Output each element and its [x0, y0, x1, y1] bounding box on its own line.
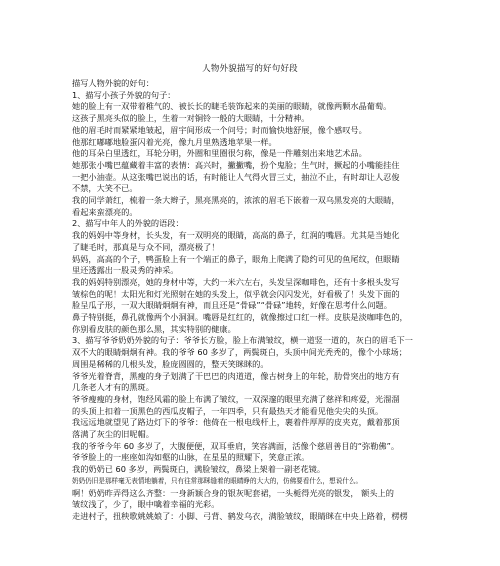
- text-line: 爷爷瘦瘦的身材，饱经风霜的脸上布满了皱纹，一双深邃的眼里充满了慈祥和疼爱，光溜溜: [72, 393, 400, 404]
- text-line: 1、描写小孩子外貌的句子：: [72, 89, 176, 100]
- text-line: 她的脸上有一双带着稚气的、被长长的睫毛装饰起来的美丽的眼睛，就像两颗水晶葡萄。: [72, 101, 392, 112]
- text-line: 一把小油壶。从这张嘴巴说出的话，有时能让人气得火冒三丈，抽泣不止，有时却让人忍俊: [72, 171, 400, 182]
- text-line: 奶奶仍旧是那样毫无表情地躺着，只有往常那眯缝着的眼睛睁的大大的，仿佛要看什么，想说什么。: [72, 476, 363, 485]
- text-line: 我的爷爷今年 60 多岁了，大腹便便，双耳垂肩，笑容满面，活像个慈眉善目的“弥勒佛”。: [72, 440, 400, 451]
- text-line: 的头顶上扣着一顶黑色的西瓜皮帽子，一年四季，只有最热天才能看见他尖尖的头顶。: [72, 405, 384, 416]
- text-line: 走进村子，扭秧歌姚姚娘了：小脚、弓背、鹤发乌衣，满脸皱纹，眼睛眯在中央上路着，楞楞: [72, 510, 408, 521]
- document-title: 人物外貌描写的好句好段: [202, 64, 298, 74]
- text-line: 鼻子特别挺，鼻孔就像两个小洞洞。嘴唇是红红的，就像擦过口红一样。皮肤是淡咖啡色的，: [72, 312, 408, 322]
- text-line: 我的妈妈中等身材，长头发，有一双明亮的眼睛，高高的鼻子，红润的嘴唇。尤其是当她化: [72, 230, 400, 241]
- text-line: 我的妈妈特别漂亮，她的身材中等，大约一米六左右，头发呈深咖啡色，还有十多根头发写: [72, 276, 400, 287]
- text-line: 描写人物外貌的好句：: [72, 78, 154, 88]
- text-line: 几条老人才有的黑斑。: [72, 382, 154, 393]
- text-line: 皱棕色的呢！太阳光和灯光照射在她的头发上，似乎就会闪闪发光，好看极了！头发下面的: [72, 288, 400, 299]
- text-line: 3、描写爷爷奶奶外貌的句子：爷爷长方脸，脸上布满皱纹，横一道竖一道的，灰白的眉毛下一: [72, 335, 413, 346]
- text-line: 我的同学萧红，梳着一条大辫子，黑亮黑亮的，浓浓的眉毛下嵌着一双乌黑发亮的大眼睛，: [72, 195, 400, 205]
- text-line: 里还透露出一股灵秀的神采。: [72, 265, 179, 276]
- text-line: 2、描写中年人的外貌的语段：: [72, 218, 184, 229]
- text-line: 双不大的眼睛炯炯有神。我的爷爷 60 多岁了，两鬓斑白，头顶中间光秃秃的，像个小球场；: [72, 347, 407, 358]
- text-line: 我的奶奶已 60 多岁，两鬓斑白，满脸皱纹，鼻梁上架着一副老花镜。: [72, 464, 326, 475]
- text-line: 落满了灰尘的旧呢帽。: [72, 429, 154, 439]
- text-line: 周围是稀稀的几根头发，脸庞圆圆的，整天笑眯眯的。: [72, 358, 269, 369]
- text-line: 他的眉毛时而紧紧地皱起，眉宇间形成一个问号；时而愉快地舒展，像个感叹号。: [72, 124, 367, 135]
- text-line: 爷爷脸上的一座座如沟如壑的山脉，在星星的照耀下，笑意正浓。: [72, 452, 310, 463]
- text-line: 我远远地就望见了路边灯下的爷爷：他倚在一根电线杆上，裹着件厚厚的皮夹克，戴着那顶: [72, 417, 400, 428]
- text-line: 他的耳朵白里透红，耳轮分明，外圈和里圈很匀称，像是一件雕刻出来地艺术品。: [72, 148, 367, 159]
- text-line: 妈妈，高高的个子，鸭蛋脸上有一个端正的鼻子，眼角上爬满了隐约可见的鱼尾纹，但眼睛: [72, 253, 400, 264]
- text-line: 皱纹浅了，少了，眼中噙着幸福的光彩。: [72, 499, 220, 510]
- text-line: 你别看皮肤的颜色那么黑，其实特别的健康。: [72, 323, 236, 334]
- text-line: 脸呈瓜子形，一双大眼睛炯炯有神，而且还是“骨碌”“骨碌”地转，好像在思考什么问题。: [72, 300, 392, 311]
- text-line: 啊！奶奶昨弄得这么齐整：一身新颖合身的银灰呢套裙，一头栀得光亮的银发， 额头上的: [72, 487, 394, 498]
- text-line: 她那张小嘴巴蕴藏着丰富的表情：高兴时，撇撇嘴，扮个鬼脸；生气时，撅起的小嘴能挂住: [72, 159, 400, 170]
- text-line: 看起来蛮漂亮的。: [72, 206, 138, 217]
- text-line: 爷爷光着脊背，黑瘦的身子划满了干巴巴的肉道道，像古树身上的年轮，肋骨突出的地方有: [72, 370, 400, 381]
- text-line: 了睫毛时，那真是与众不同，漂亮极了！: [72, 241, 220, 252]
- text-line: 不禁，大笑不已。: [72, 183, 138, 194]
- text-line: 他那红嘟嘟地脸蛋闪着光亮，像九月里熟透地苹果一样。: [72, 136, 277, 147]
- text-line: 这孩子黑亮头似的脸上，生着一对铜铃一般的大眼睛，十分精神。: [72, 113, 310, 124]
